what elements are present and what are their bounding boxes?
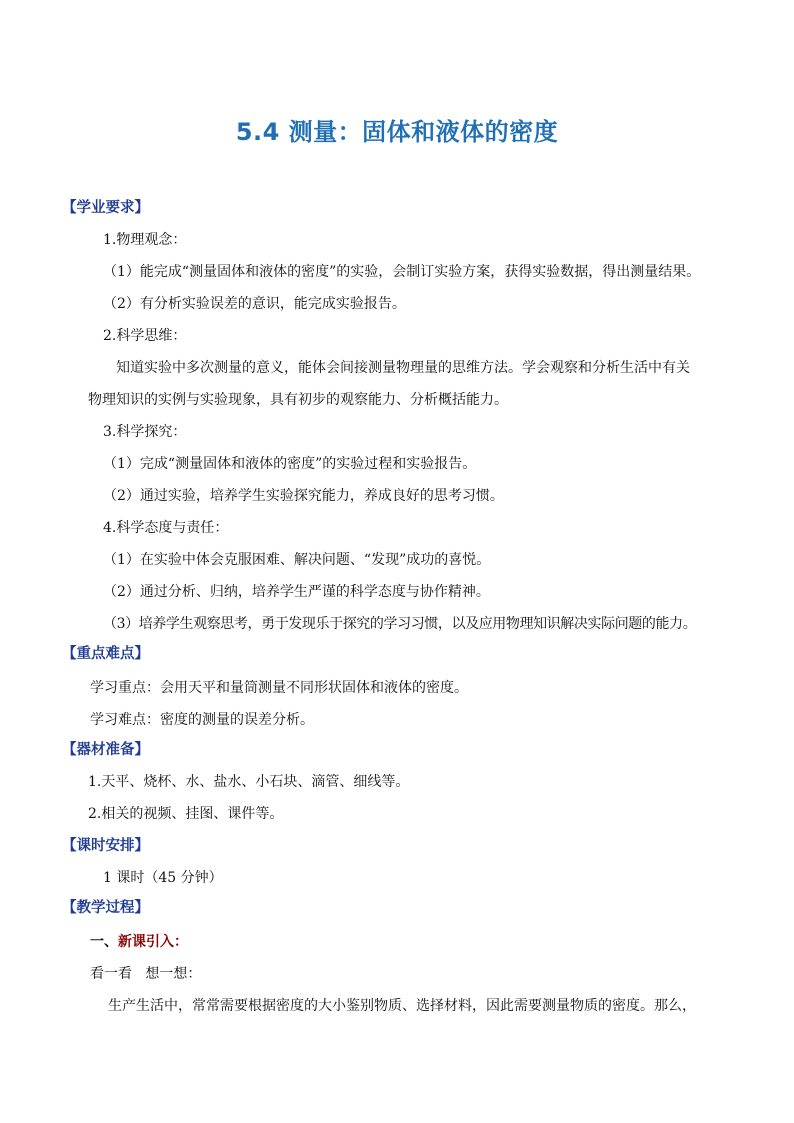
equipment-line-2: 2.相关的视频、挂图、课件等。 [88, 806, 284, 822]
section-heading-academic-requirements: 【学业要求】 [62, 200, 149, 216]
item-scientific-thinking-line2: 物理知识的实例与实验现象，具有初步的观察能力、分析概括能力。 [88, 392, 508, 408]
new-lesson-label: 新课引入： [118, 934, 188, 950]
equipment-line-1: 1.天平、烧杯、水、盐水、小石块、滴管、细线等。 [88, 774, 410, 790]
section-heading-key-difficult: 【重点难点】 [62, 646, 149, 662]
item-scientific-inquiry: 3.科学探究： [103, 424, 187, 440]
item-scientific-inquiry-2: （2）通过实验，培养学生实验探究能力，养成良好的思考习惯。 [103, 488, 504, 504]
item-physics-concept-1: （1）能完成“测量固体和液体的密度”的实验，会制订实验方案，获得实验数据，得出测量结果。 [103, 264, 701, 280]
item-attitude-responsibility-2: （2）通过分析、归纳，培养学生严谨的科学态度与协作精神。 [103, 584, 490, 600]
schedule-line: 1 课时（45 分钟） [103, 870, 223, 886]
item-attitude-responsibility-1: （1）在实验中体会克服困难、解决问题、“发现”成功的喜悦。 [103, 552, 491, 568]
section-heading-equipment: 【器材准备】 [62, 742, 149, 758]
item-physics-concept: 1.物理观念： [103, 232, 187, 248]
new-lesson-intro [90, 932, 188, 952]
section-heading-teaching-process: 【教学过程】 [62, 900, 149, 916]
intro-paragraph-line: 生产生活中，常常需要根据密度的大小鉴别物质、选择材料，因此需要测量物质的密度。那么， [108, 998, 696, 1014]
look-and-think: 看一看 想一想： [90, 966, 202, 982]
section-heading-schedule: 【课时安排】 [62, 838, 149, 854]
difficult-point-line: 学习难点：密度的测量的误差分析。 [90, 712, 314, 728]
page-title: 5.4 测量：固体和液体的密度 [235, 118, 559, 146]
item-scientific-thinking: 2.科学思维： [103, 328, 187, 344]
item-attitude-responsibility-3: （3）培养学生观察思考，勇于发现乐于探究的学习习惯，以及应用物理知识解决实际问题的能力。 [103, 616, 697, 632]
new-lesson-prefix: 一、 [90, 934, 118, 950]
item-scientific-inquiry-1: （1）完成“测量固体和液体的密度”的实验过程和实验报告。 [103, 456, 477, 472]
item-attitude-responsibility: 4.科学态度与责任： [103, 520, 229, 536]
key-point-line: 学习重点：会用天平和量筒测量不同形状固体和液体的密度。 [90, 680, 468, 696]
item-scientific-thinking-line1: 知道实验中多次测量的意义，能体会间接测量物理量的思维方法。学会观察和分析生活中有关 [116, 360, 690, 376]
item-physics-concept-2: （2）有分析实验误差的意识，能完成实验报告。 [103, 296, 406, 312]
